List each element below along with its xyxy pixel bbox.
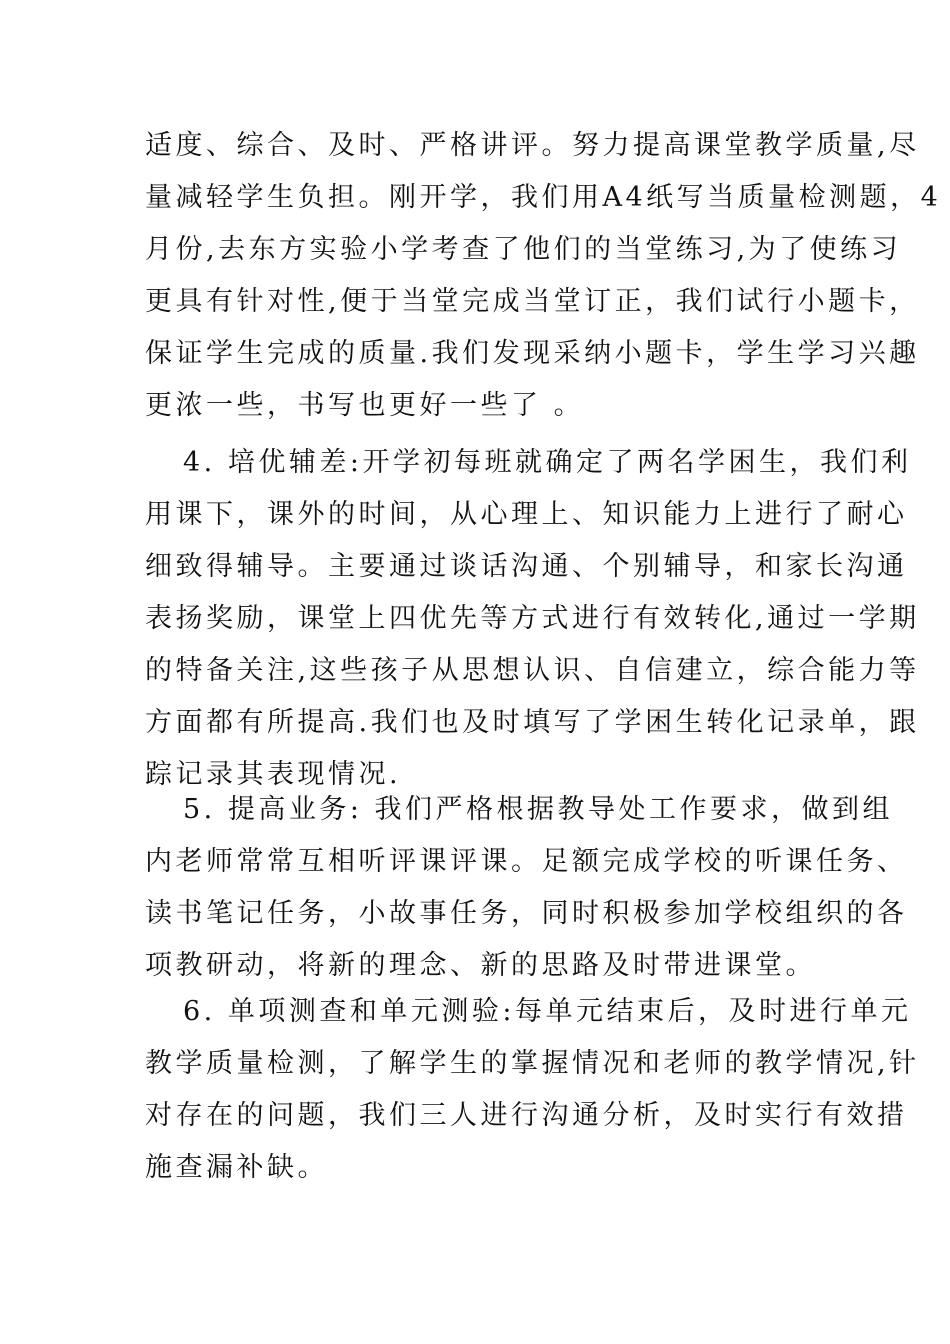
text-line: 教学质量检测，了解学生的掌握情况和老师的教学情况,针 [145, 1048, 920, 1079]
text-line: 的特备关注,这些孩子从思想认识、自信建立，综合能力等 [145, 655, 920, 686]
text-line: 踪记录其表现情况. [145, 759, 402, 790]
text-line: 6. 单项测查和单元测验:每单元结束后，及时进行单元 [183, 996, 912, 1027]
text-line: 更浓一些，书写也更好一些了 。 [145, 390, 585, 421]
text-line: 月份,去东方实验小学考查了他们的当堂练习,为了使练习 [145, 234, 902, 265]
text-line: 适度、综合、及时、严格讲评。努力提高课堂教学质量,尽 [145, 130, 920, 161]
text-line: 表扬奖励，课堂上四优先等方式进行有效转化,通过一学期 [145, 603, 920, 634]
text-line: 细致得辅导。主要通过谈话沟通、个别辅导，和家长沟通 [145, 551, 908, 582]
paragraph-item-4 [145, 437, 920, 801]
paragraph-item-6 [145, 986, 920, 1194]
text-line: 内老师常常互相听评课评课。足额完成学校的听课任务、 [145, 846, 908, 877]
text-line: 5. 提高业务: 我们严格根据教导处工作要求，做到组 [183, 794, 894, 825]
text-line: 项教研动，将新的理念、新的思路及时带进课堂。 [145, 950, 816, 981]
text-line: 更具有针对性,便于当堂完成当堂订正，我们试行小题卡， [145, 286, 920, 317]
text-line: 用课下，课外的时间，从心理上、知识能力上进行了耐心 [145, 499, 908, 530]
paragraph-continuation [145, 120, 942, 432]
text-line: 方面都有所提高.我们也及时填写了学困生转化记录单，跟 [145, 707, 920, 738]
text-line: 量减轻学生负担。刚开学，我们用A4纸写当质量检测题，4 [145, 182, 942, 213]
text-line: 4. 培优辅差:开学初每班就确定了两名学困生，我们利 [183, 447, 912, 478]
paragraph-item-5 [145, 784, 908, 992]
text-line: 对存在的问题，我们三人进行沟通分析，及时实行有效措 [145, 1100, 908, 1131]
text-line: 施查漏补缺。 [145, 1152, 328, 1183]
text-line: 保证学生完成的质量.我们发现采纳小题卡，学生学习兴趣 [145, 338, 920, 369]
text-line: 读书笔记任务，小故事任务，同时积极参加学校组织的各 [145, 898, 908, 929]
